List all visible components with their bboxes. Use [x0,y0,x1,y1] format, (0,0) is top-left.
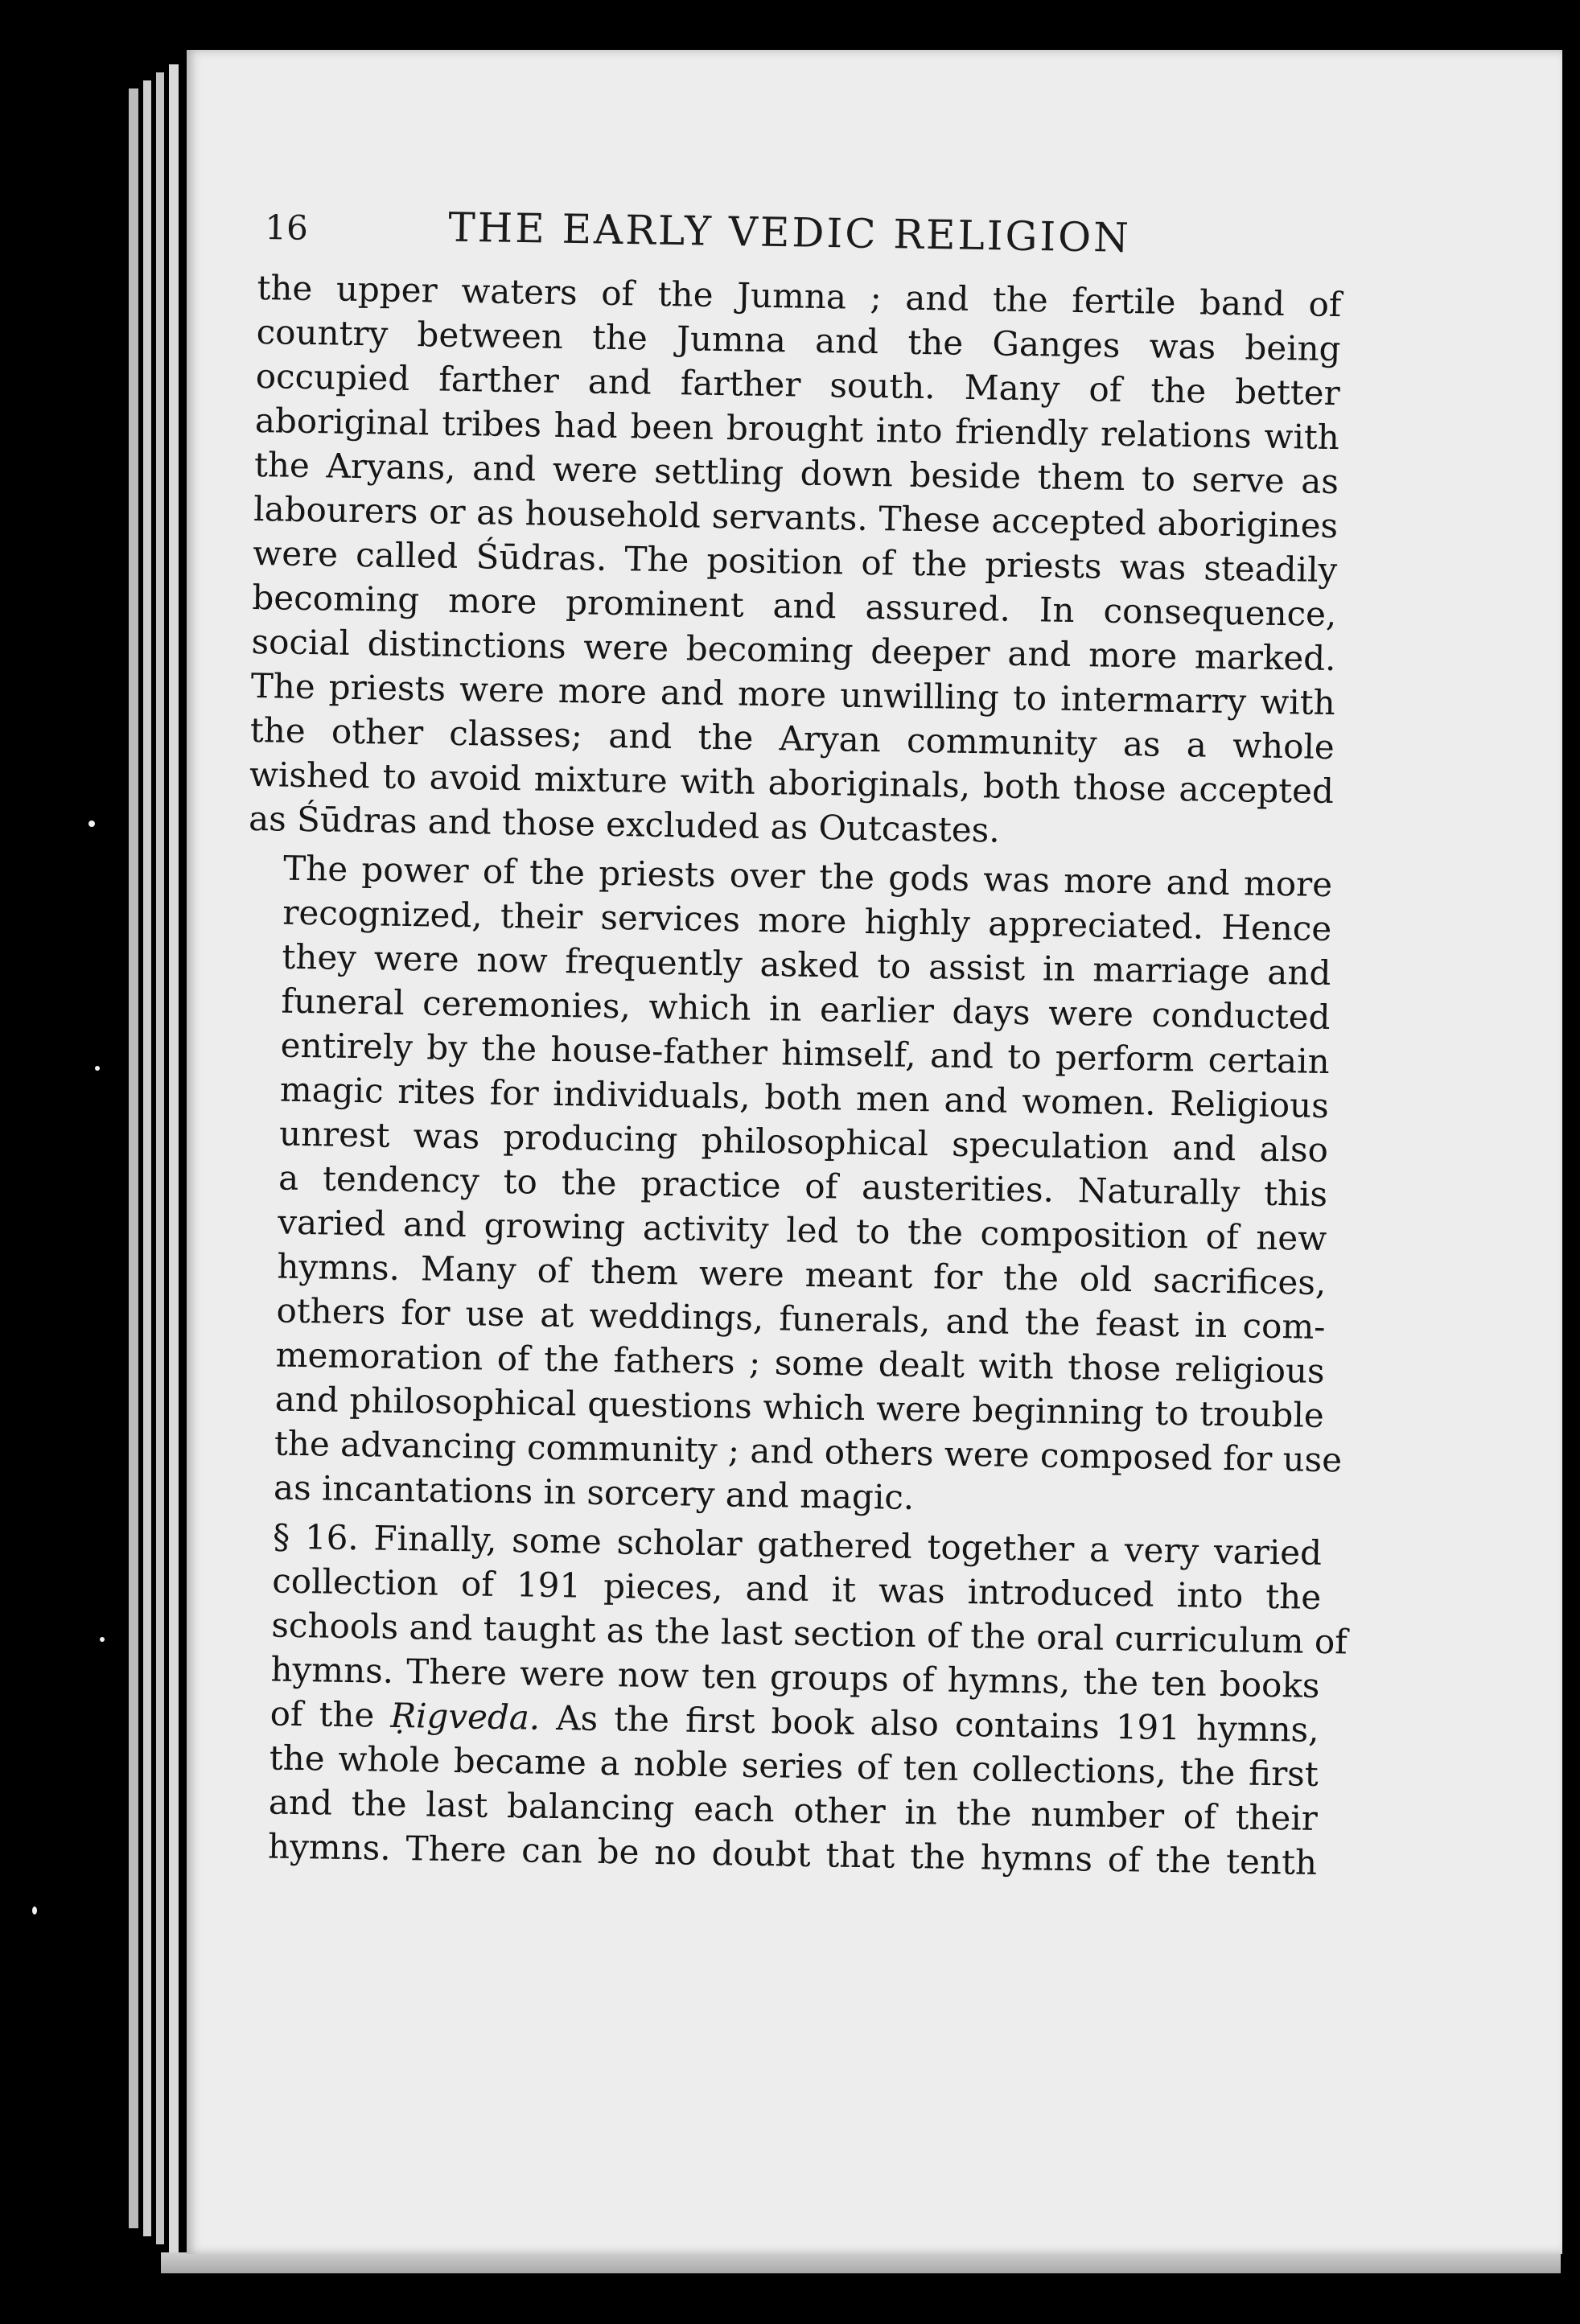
paragraph-1 [249,265,1342,858]
text-line: varied and growing activity led to the composition of new [277,1202,1327,1259]
text-line: becoming more prominent and assured. In consequence, [252,577,1337,635]
text-line: they were now frequently asked to assist in marriage and [282,936,1331,993]
text-line: were called Śūdras. The position of the priests was steadily [252,533,1338,590]
text-line: country between the Jumna and the Ganges was being [256,311,1341,369]
page-edge [169,64,179,2252]
scan-speck [88,821,95,827]
text-line: a tendency to the practice of austerities. Naturally this [278,1158,1328,1215]
text-line: social distinctions were becoming deeper and more marked. [251,621,1336,679]
text-line: others for use at weddings, funerals, and the feast in com- [276,1290,1326,1347]
italic-title: Ṛigveda. [390,1695,541,1738]
text-line: aboriginal tribes had been brought into friendly relations with [254,400,1340,458]
text-line: magic rites for individuals, both men and women. Religious [279,1069,1330,1126]
text-line: collection of 191 pieces, and it was introduced into the [271,1561,1322,1617]
scan-speck [95,1066,100,1071]
text-line: as Śūdras and those excluded as Outcastes. [248,798,1001,850]
text-line: recognized, their services more highly appreciated. Hence [282,892,1332,949]
text-line: occupied farther and farther south. Many of the better [255,356,1341,413]
page-edge [156,72,164,2244]
text-line: The priests were more and more unwilling to intermarry with [250,665,1336,723]
text-line: unrest was producing philosophical speculation and also [278,1113,1329,1170]
text-line: § 16. Finally, some scholar gathered together a very varied [272,1516,1323,1573]
text-line: funeral ceremonies, which in earlier days were conducted [281,981,1331,1038]
body-text [232,265,1348,1890]
paragraph-2 [238,845,1343,1526]
page-edge [129,88,138,2228]
text-line: as incantations in sorcery and magic. [273,1467,915,1518]
text-line: labourers or as household servants. These accepted aborigines [253,488,1339,546]
text-line: the Aryans, and were settling down beside them to serve as [253,444,1339,502]
text-line: The power of the priests over the gods was more and more [282,848,1333,905]
text-line: entirely by the house-father himself, and to perform certain [280,1025,1331,1082]
scan-speck [100,1637,105,1642]
text-line: memoration of the fathers ; some dealt with those religious [275,1335,1325,1392]
text-line: and philosophical questions which were beginning to trouble [274,1379,1325,1435]
text-line: the other classes; and the Aryan community as a whole [249,710,1335,767]
text-line: hymns. There were now ten groups of hymns, the ten books [270,1649,1320,1705]
text-line: the upper waters of the Jumna ; and the fertile band of [257,267,1342,325]
text-line: wished to avoid mixture with aboriginals, both those accepted [249,754,1335,812]
text-line: and the last balancing each other in the number of their [268,1782,1319,1838]
running-title: THE EARLY VEDIC RELIGION [447,204,1132,261]
text-line: the whole became a noble series of ten collections, the first [269,1738,1319,1794]
text-line: the advancing community ; and others were composed for use [274,1423,1343,1480]
line-prefix: of the [270,1693,391,1735]
scan-speck [32,1907,37,1915]
page-edge [143,80,151,2236]
page-number: 16 [264,207,309,248]
text-line: schools and taught as the last section of the oral curriculum of [271,1605,1348,1662]
page-edge-bottom [161,2252,1561,2273]
text-line: hymns. There can be no doubt that the hymns of the tenth [267,1826,1318,1882]
paragraph-3 [232,1514,1348,1885]
text-line: hymns. Many of them were meant for the old sacrifices, [277,1246,1327,1303]
line-suffix: As the first book also contains 191 hymns, [539,1697,1319,1750]
